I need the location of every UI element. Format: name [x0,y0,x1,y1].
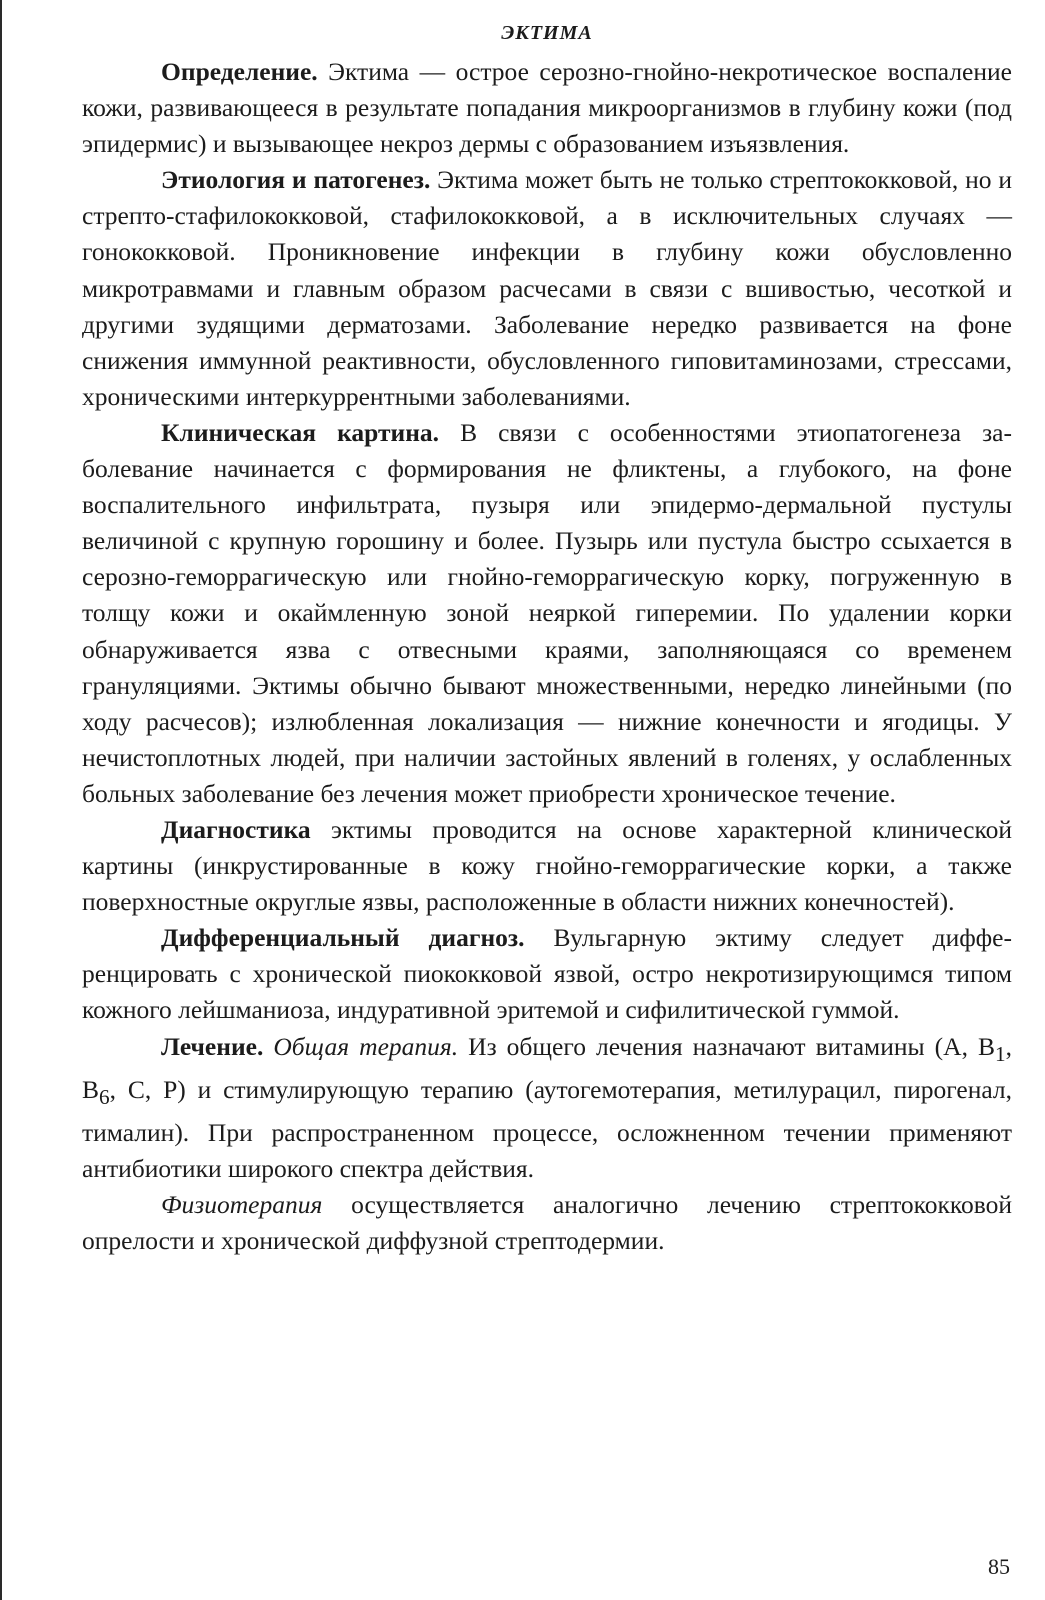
term-etiology: Этиология и патогенез. [161,165,431,195]
text-etiology: Эктима может быть не только стрептококковой, но и стрепто-стафилококковой, стафилококковой, а в исключительных случаях — гонококковой. Проникновение инфекции в глубину кожи обусловленно микротравмами и главным образом расчесами в связи с вшивостью, чесоткой и другими зудящими дерматозами. Заболевание нередко развивается на фоне снижения иммунной реактивности, обусловленного гиповитаминозами, стрессами, хроническими интеркуррентными заболеваниями. [82,165,1012,411]
document-page [82,20,1012,1259]
text-definition: Эктима — острое серозно-гнойно-некротическое воспаление кожи, развивающееся в результате попадания микроорганизмов в глубину кожи (под эпидермис) и вызывающее некроз дермы с образованием изъязвления. [82,57,1012,159]
text-treatment-intro: Из общего лечения назначают витамины ( [458,1031,944,1061]
paragraph-differential-diagnosis [82,920,1012,1028]
page-left-border [0,0,2,1600]
vitamin-b6: $В_6$ [82,1074,110,1109]
term-physiotherapy: Физиотерапия [161,1190,323,1220]
paragraph-definition [82,54,1012,162]
term-differential-diagnosis: Дифференциальный диагноз. [161,923,525,953]
subterm-general-therapy: Общая терапия. [273,1031,459,1061]
vitamin-b1: $В_1$ [978,1031,1006,1066]
paragraph-etiology [82,162,1012,415]
paragraph-treatment: Лечение. Общая терапия. Из общего лечения назначают витамины (А, $В_1$, $В_6$, С, Р) и стимулирующую терапию (аутогемотерапия, метилурацил, пирогенал, тималин). При распространенном процессе, осложненном течении применяют антибиотики широкого спектра действия. [82,1031,1013,1183]
page-title: ЭКТИМА [501,22,593,44]
vitamin-a: А [943,1031,962,1061]
paragraph-physiotherapy [82,1187,1012,1259]
term-treatment: Лечение. [161,1031,264,1061]
text-treatment-rest: ) и стимулирующую терапию (аутогемотерапия, метилурацил, пирогенал, тималин). При распространенном процессе, осложненном течении применяют антибиотики широкого спектра действия. [82,1074,1012,1183]
text-clinical-picture: В связи с особенностями этиопатогенеза заболевание начинается с формирования не фликтены, а глубокого, на фоне воспалительного инфильтрата, пузыря или эпидермо-дермальной пустулы величиной с крупную горошину и более. Пузырь или пустула быстро ссыхается в серозно-геморрагическую или гнойно-геморрагическую корку, погруженную в толщу кожи и окаймленную зоной неяркой гиперемии. По удалении корки обнаруживается язва с отвесными краями, заполняющаяся со временем грануляциями. Эктимы обычно бывают множественными, нередко линейными (по ходу расчесов); излюбленная локализация — нижние конечности и ягодицы. У нечистоплотных людей, при наличии застойных явлений в голенях, у ослабленных больных заболевание без лечения может приобрести хроническое течение. [82,417,1012,808]
text-differential-diagnosis: Вульгарную эктиму следует дифференцировать с хронической пиококковой язвой, остро некротизирующимся типом кожного лейшманиоза, индуративной эритемой и сифилитической гуммой. [82,923,1013,1025]
term-diagnostics: Диагностика [161,814,311,844]
vitamin-c-p: С, Р [127,1074,178,1104]
term-clinical-picture: Клиническая картина. [161,417,440,447]
text-physiotherapy: осуществляется аналогично лечению стрептококковой опрелости и хронической диффузной стрептодермии. [82,1190,1012,1256]
text-diagnostics: эктимы проводится на основе характерной клинической картины (инкрустированные в кожу гнойно-геморрагические корки, а также поверхностные округлые язвы, расположенные в области нижних конечностей). [82,814,1012,917]
paragraph-clinical-picture [82,415,1012,812]
paragraph-diagnostics [82,812,1012,920]
page-number: 85 [988,1554,1010,1579]
term-definition: Определение. [161,57,318,86]
